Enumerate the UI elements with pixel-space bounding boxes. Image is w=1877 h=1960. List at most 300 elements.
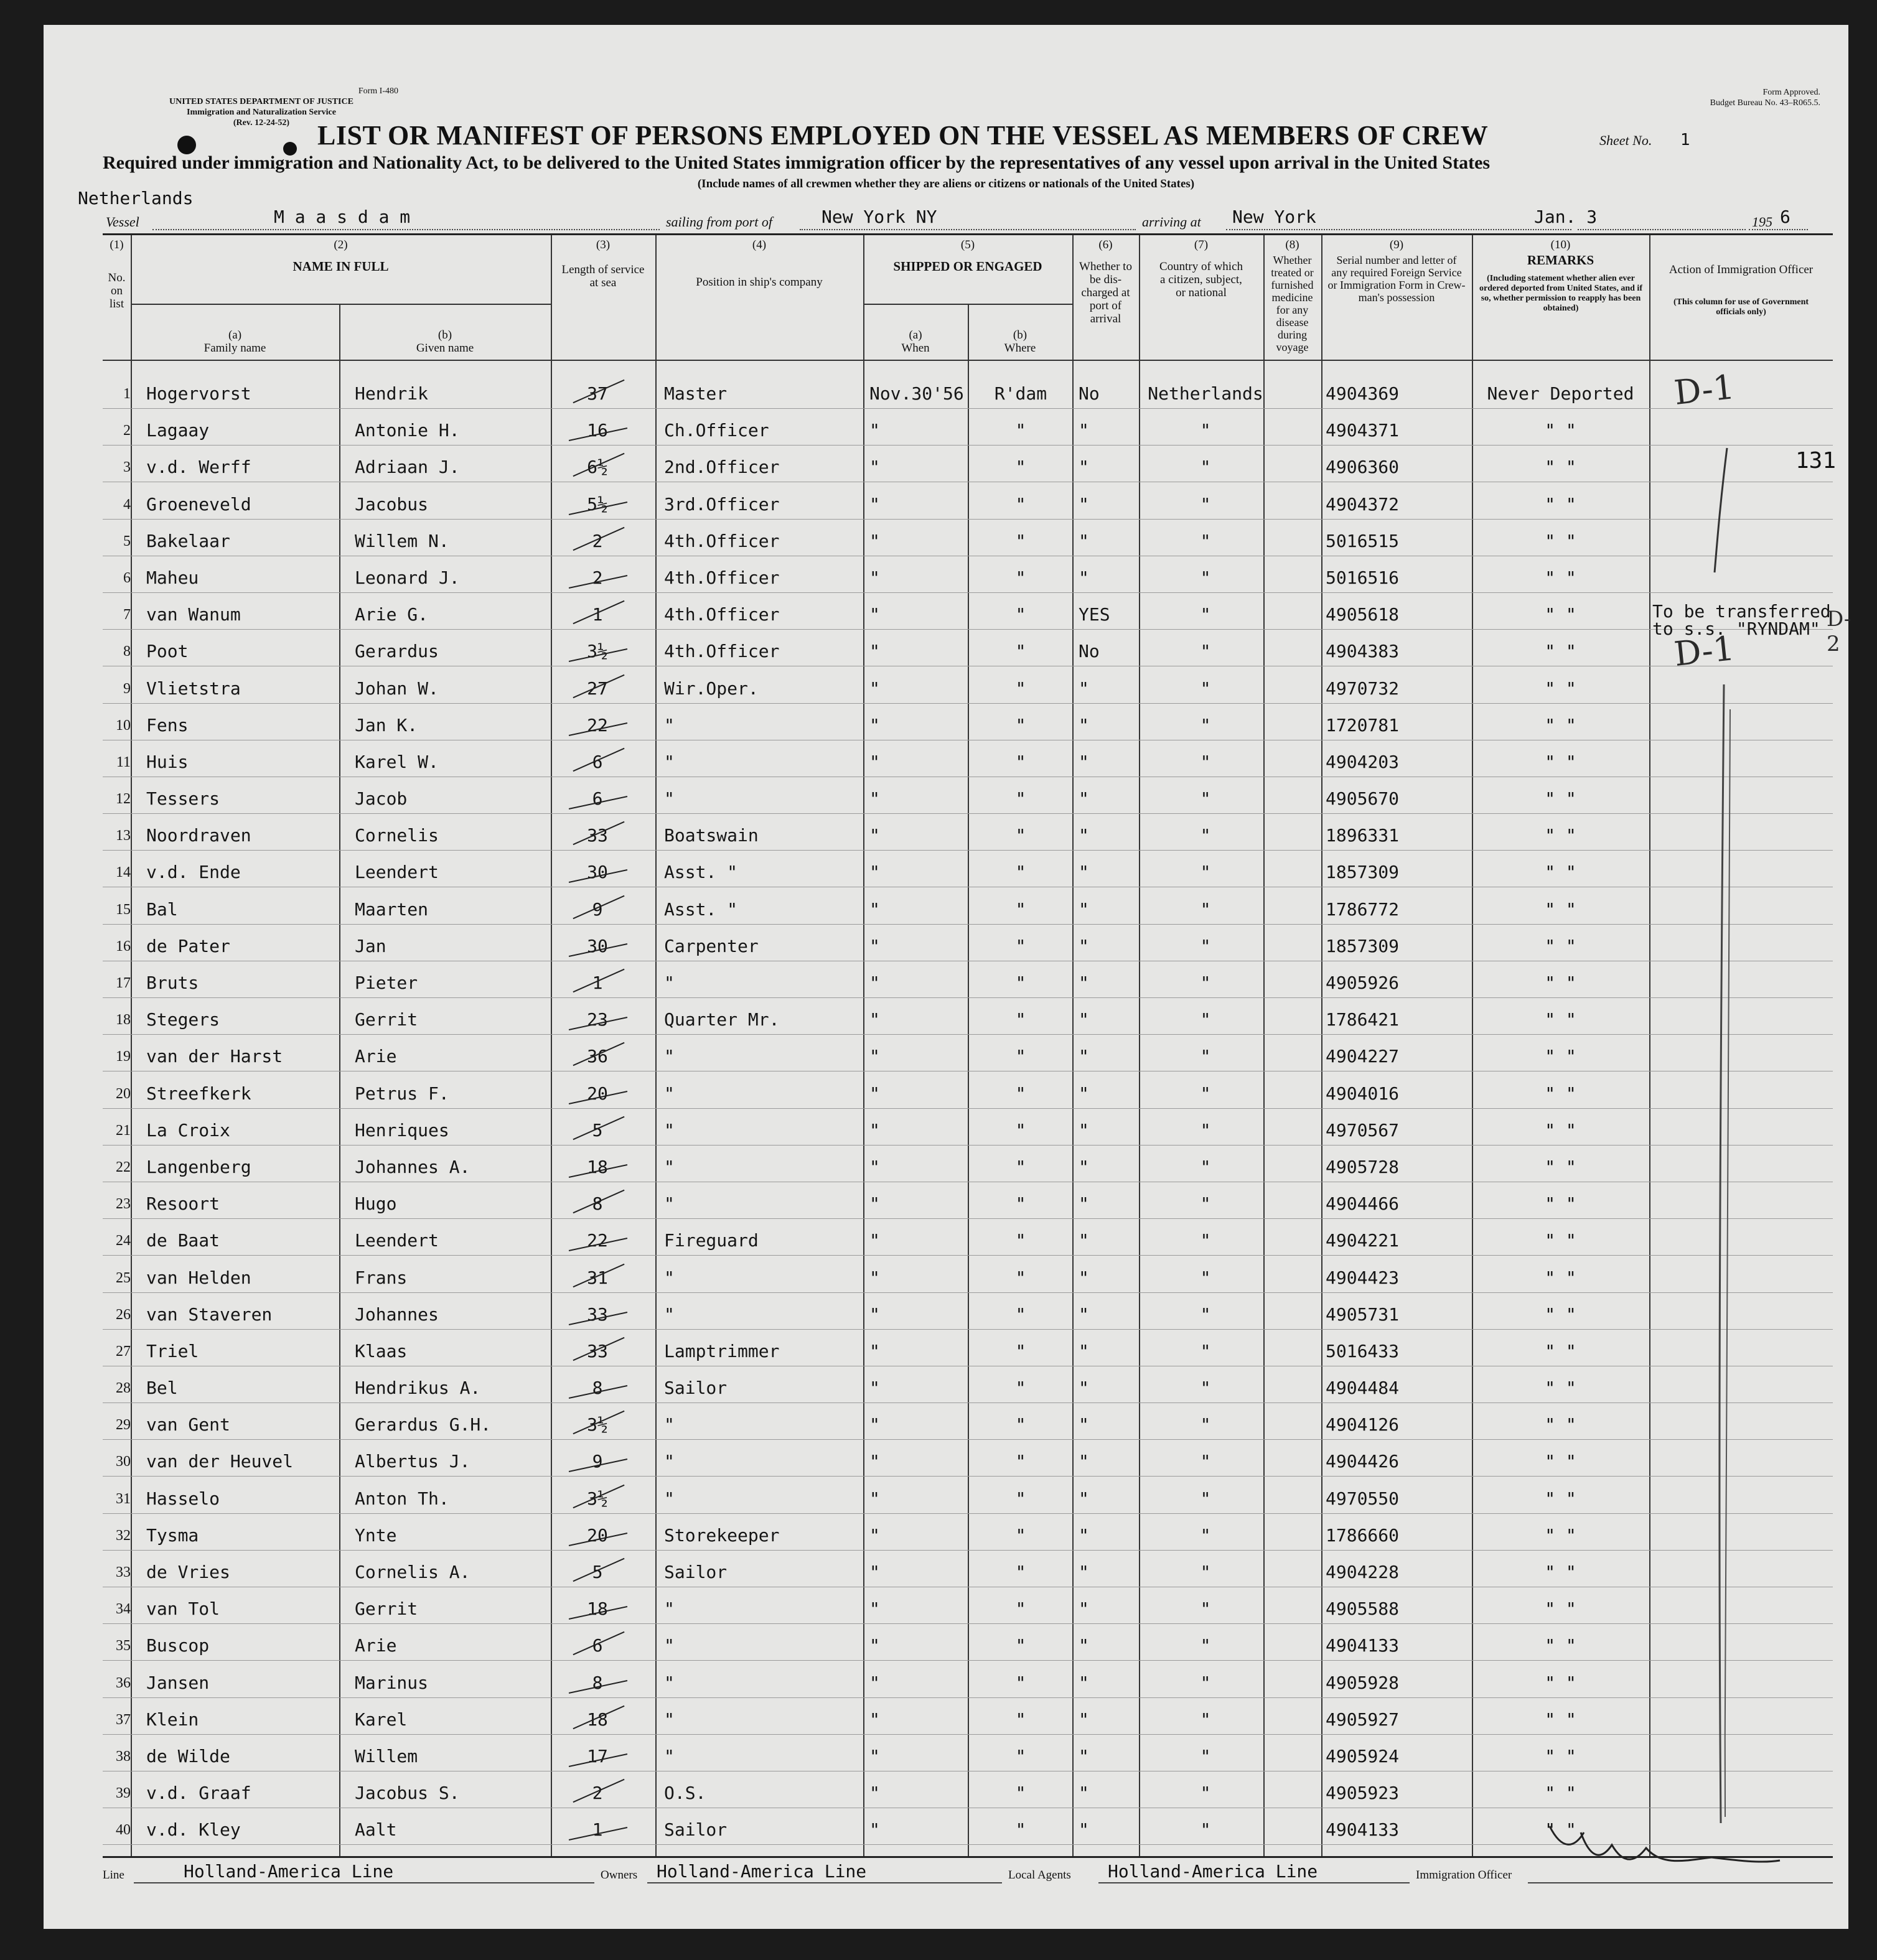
row-number: 5 — [123, 533, 131, 549]
discharged: " — [1079, 1745, 1089, 1766]
shipped-when: " — [869, 641, 880, 662]
position: 2nd.Officer — [664, 457, 780, 478]
country: " — [1200, 567, 1211, 588]
serial-number: 5016515 — [1326, 530, 1400, 551]
position: " — [664, 1083, 675, 1104]
shipped-where: " — [1015, 1009, 1026, 1030]
position: Sailor — [664, 1562, 728, 1582]
given-name: Pieter — [355, 973, 418, 993]
given-name: Aalt — [355, 1819, 397, 1841]
family-name: Triel — [146, 1340, 199, 1361]
shipped-where: " — [1015, 1598, 1026, 1620]
row-number: 23 — [116, 1196, 131, 1213]
family-name: de Pater — [146, 935, 230, 956]
discharged: " — [1079, 1304, 1089, 1325]
given-name: Cornelis A. — [355, 1562, 470, 1582]
discharged: " — [1079, 420, 1089, 441]
family-name: Hogervorst — [146, 383, 251, 404]
serial-number: 1857309 — [1326, 862, 1400, 883]
serial-number: 4970732 — [1326, 678, 1400, 699]
col9-number: (9) — [1389, 238, 1404, 251]
position: 4th.Officer — [664, 567, 780, 588]
shipped-where: " — [1015, 973, 1026, 993]
country: Netherlands — [1148, 383, 1263, 404]
header-action-note: (This column for use of Government officials only) — [1673, 297, 1809, 317]
row-number: 15 — [116, 901, 131, 918]
shipped-where: " — [1015, 1414, 1026, 1435]
family-name: van Staveren — [146, 1304, 273, 1325]
given-name: Jan — [355, 935, 386, 956]
serial-number: 4905618 — [1326, 604, 1400, 625]
position: Quarter Mr. — [664, 1009, 780, 1030]
row-number: 1 — [123, 386, 131, 402]
col4-number: (4) — [752, 238, 767, 251]
discharged: No — [1079, 383, 1100, 404]
shipped-where: " — [1015, 1562, 1026, 1582]
country: " — [1200, 862, 1211, 883]
remarks: " " — [1545, 1672, 1576, 1693]
discharged: " — [1079, 493, 1089, 515]
shipped-when: " — [869, 1230, 880, 1251]
row-number: 17 — [116, 975, 131, 991]
shipped-when: " — [869, 1083, 880, 1104]
agents-label: Local Agents — [1008, 1869, 1071, 1882]
shipped-when: " — [869, 1562, 880, 1582]
country: " — [1200, 1267, 1211, 1288]
arriving-at: New York — [1232, 207, 1316, 227]
shipped-when: " — [869, 678, 880, 699]
family-name: v.d. Werff — [146, 457, 251, 478]
serial-number: 1786421 — [1326, 1009, 1400, 1030]
serial-number: 5016433 — [1326, 1340, 1400, 1361]
serial-number: 1720781 — [1326, 714, 1400, 735]
shipped-when: " — [869, 751, 880, 772]
remarks: " " — [1545, 1119, 1576, 1141]
header-family-name: (a) Family name — [204, 329, 266, 355]
serial-number: 4904203 — [1326, 751, 1400, 772]
budget-bureau: Budget Bureau No. 43–R065.5. — [1710, 98, 1820, 108]
length-of-service: 1 — [592, 604, 603, 625]
length-of-service: 8 — [592, 1672, 603, 1693]
header-position: Position in ship's company — [696, 276, 823, 289]
shipped-when: " — [869, 825, 880, 846]
discharged: " — [1079, 935, 1089, 956]
remarks: " " — [1545, 604, 1576, 625]
country: " — [1200, 493, 1211, 515]
shipped-where: " — [1015, 457, 1026, 478]
shipped-when: " — [869, 1709, 880, 1730]
position: Ch.Officer — [664, 420, 769, 441]
family-name: van der Harst — [146, 1046, 283, 1067]
country: " — [1200, 1451, 1211, 1472]
country: " — [1200, 530, 1211, 551]
length-of-service: 3½ — [587, 1488, 608, 1509]
shipped-where: " — [1015, 898, 1026, 920]
row-number: 22 — [116, 1159, 131, 1175]
length-of-service: 2 — [592, 1783, 603, 1804]
service-name: Immigration and Naturalization Service — [187, 108, 336, 117]
family-name: Resoort — [146, 1193, 220, 1215]
header-given-name: (b) Given name — [416, 329, 474, 355]
discharged: " — [1079, 678, 1089, 699]
length-of-service: 5 — [592, 1119, 603, 1141]
shipped-when: " — [869, 1009, 880, 1030]
given-name: Cornelis — [355, 825, 439, 846]
page-number-stamp: 131 — [1795, 448, 1837, 474]
shipped-where: " — [1015, 862, 1026, 883]
country: " — [1200, 825, 1211, 846]
shipped-when: " — [869, 1156, 880, 1177]
length-of-service: 33 — [587, 1340, 608, 1361]
family-name: Vlietstra — [146, 678, 241, 699]
shipped-where: " — [1015, 493, 1026, 515]
header-serial-number: Serial number and letter of any required Foreign Service or Immigration Form in Crew-man's possession — [1327, 254, 1466, 304]
vessel-label: Vessel — [106, 214, 139, 230]
discharged: " — [1079, 1340, 1089, 1361]
given-name: Jacob — [355, 788, 408, 810]
row-number: 25 — [116, 1269, 131, 1286]
shipped-where: " — [1015, 1672, 1026, 1693]
family-name: Klein — [146, 1709, 199, 1730]
handwritten-d1-top: D-1 — [1672, 367, 1736, 413]
discharged: " — [1079, 1672, 1089, 1693]
serial-number: 4905670 — [1326, 788, 1400, 810]
col5-number: (5) — [960, 238, 975, 251]
length-of-service: 20 — [587, 1524, 608, 1546]
header-where: (b) Where — [1004, 329, 1036, 355]
country: " — [1200, 1414, 1211, 1435]
discharged: YES — [1079, 604, 1110, 625]
given-name: Johannes — [355, 1304, 439, 1325]
row-number: 13 — [116, 828, 131, 844]
discharged: " — [1079, 751, 1089, 772]
country: " — [1200, 1230, 1211, 1251]
header-medicine: Whether treated or furnished medicine for any disease during voyage — [1271, 254, 1314, 353]
given-name: Petrus F. — [355, 1083, 449, 1104]
family-name: van Helden — [146, 1267, 251, 1288]
row-number: 27 — [116, 1343, 131, 1360]
officer-action: To be transferred to s.s. "RYNDAM" — [1652, 601, 1831, 640]
discharged: " — [1079, 1378, 1089, 1399]
vessel-nationality: Netherlands — [78, 188, 194, 208]
row-number: 10 — [116, 717, 131, 734]
remarks: " " — [1545, 898, 1576, 920]
col10-number: (10) — [1550, 238, 1571, 251]
position: " — [664, 1598, 675, 1620]
header-remarks: REMARKS — [1527, 253, 1594, 268]
shipped-when: " — [869, 935, 880, 956]
shipped-when: " — [869, 898, 880, 920]
country: " — [1200, 1635, 1211, 1656]
remarks: " " — [1545, 1562, 1576, 1582]
remarks: " " — [1545, 1451, 1576, 1472]
length-of-service: 6 — [592, 751, 603, 772]
shipped-where: " — [1015, 1635, 1026, 1656]
position: 4th.Officer — [664, 641, 780, 662]
given-name: Antonie H. — [355, 420, 460, 441]
discharged: " — [1079, 530, 1089, 551]
col3-number: (3) — [596, 238, 611, 251]
country: " — [1200, 1009, 1211, 1030]
country: " — [1200, 420, 1211, 441]
header-action-officer: Action of Immigration Officer — [1669, 263, 1814, 276]
shipped-when: " — [869, 1598, 880, 1620]
remarks: " " — [1545, 862, 1576, 883]
country: " — [1200, 457, 1211, 478]
footer — [103, 1857, 1833, 1895]
given-name: Hugo — [355, 1193, 397, 1215]
discharged: " — [1079, 567, 1089, 588]
length-of-service: 30 — [587, 862, 608, 883]
remarks: " " — [1545, 493, 1576, 515]
discharged: " — [1079, 1819, 1089, 1841]
row-number: 18 — [116, 1012, 131, 1029]
given-name: Johan W. — [355, 678, 439, 699]
shipped-when: Nov.30'56 — [869, 383, 964, 404]
country: " — [1200, 973, 1211, 993]
row-number: 8 — [123, 643, 131, 660]
shipped-where: " — [1015, 1267, 1026, 1288]
subtitle: Required under immigration and Nationality Act, to be delivered to the United States immigration officer by the representatives of any vessel upon arrival in the United States — [103, 152, 1491, 173]
serial-number: 4904484 — [1326, 1378, 1400, 1399]
country: " — [1200, 1709, 1211, 1730]
form-revision: (Rev. 12-24-52) — [233, 118, 290, 128]
given-name: Willem — [355, 1745, 418, 1766]
given-name: Klaas — [355, 1340, 408, 1361]
serial-number: 4970567 — [1326, 1119, 1400, 1141]
position: Lamptrimmer — [664, 1340, 780, 1361]
position: " — [664, 1304, 675, 1325]
length-of-service: 6 — [592, 788, 603, 810]
remarks: " " — [1545, 1414, 1576, 1435]
discharged: " — [1079, 1230, 1089, 1251]
remarks: " " — [1545, 935, 1576, 956]
given-name: Karel — [355, 1709, 408, 1730]
country: " — [1200, 1745, 1211, 1766]
shipped-when: " — [869, 1672, 880, 1693]
length-of-service: 36 — [587, 1046, 608, 1067]
family-name: v.d. Graaf — [146, 1783, 251, 1804]
length-of-service: 1 — [592, 1819, 603, 1841]
shipped-when: " — [869, 493, 880, 515]
position: " — [664, 788, 675, 810]
remarks: " " — [1545, 1193, 1576, 1215]
serial-number: 4905927 — [1326, 1709, 1400, 1730]
remarks: " " — [1545, 641, 1576, 662]
serial-number: 4905926 — [1326, 973, 1400, 993]
given-name: Arie G. — [355, 604, 429, 625]
length-of-service: 17 — [587, 1745, 608, 1766]
length-of-service: 8 — [592, 1378, 603, 1399]
country: " — [1200, 1193, 1211, 1215]
serial-number: 4904228 — [1326, 1562, 1400, 1582]
country: " — [1200, 935, 1211, 956]
owners-label: Owners — [601, 1869, 638, 1882]
department-name: UNITED STATES DEPARTMENT OF JUSTICE — [169, 97, 353, 106]
row-number: 33 — [116, 1564, 131, 1580]
discharged: " — [1079, 973, 1089, 993]
family-name: Poot — [146, 641, 189, 662]
header-length-of-service: Length of service at sea — [561, 263, 645, 289]
remarks: " " — [1545, 1488, 1576, 1509]
remarks: " " — [1545, 1378, 1576, 1399]
shipped-when: " — [869, 1524, 880, 1546]
serial-number: 4904383 — [1326, 641, 1400, 662]
serial-number: 4904371 — [1326, 420, 1400, 441]
shipped-when: " — [869, 1304, 880, 1325]
given-name: Adriaan J. — [355, 457, 460, 478]
discharged: " — [1079, 1488, 1089, 1509]
position: Master — [664, 383, 728, 404]
given-name: Leendert — [355, 1230, 439, 1251]
position: Boatswain — [664, 825, 759, 846]
family-name: van Tol — [146, 1598, 220, 1620]
position: " — [664, 1488, 675, 1509]
family-name: Noordraven — [146, 825, 251, 846]
row-number: 20 — [116, 1085, 131, 1102]
shipped-where: " — [1015, 678, 1026, 699]
row-number: 39 — [116, 1785, 131, 1802]
country: " — [1200, 714, 1211, 735]
serial-number: 4905728 — [1326, 1156, 1400, 1177]
serial-number: 4904221 — [1326, 1230, 1400, 1251]
family-name: Bel — [146, 1378, 178, 1399]
remarks: " " — [1545, 1819, 1576, 1841]
row-number: 14 — [116, 864, 131, 881]
discharged: " — [1079, 1119, 1089, 1141]
shipped-where: " — [1015, 1378, 1026, 1399]
shipped-when: " — [869, 1193, 880, 1215]
header-remarks-note: (Including statement whether alien ever ordered deported from United States, and if so, whether permission to reapply has been obtained) — [1479, 274, 1642, 313]
shipped-where: " — [1015, 420, 1026, 441]
country: " — [1200, 1119, 1211, 1141]
position: " — [664, 1709, 675, 1730]
family-name: Bal — [146, 898, 178, 920]
col2-number: (2) — [334, 238, 348, 251]
family-name: de Vries — [146, 1562, 230, 1582]
family-name: Streefkerk — [146, 1083, 251, 1104]
row-number: 31 — [116, 1490, 131, 1507]
position: " — [664, 1193, 675, 1215]
position: Sailor — [664, 1819, 728, 1841]
discharged: No — [1079, 641, 1100, 662]
shipped-where: " — [1015, 1745, 1026, 1766]
shipped-where: " — [1015, 1046, 1026, 1067]
remarks: " " — [1545, 1230, 1576, 1251]
subnote: (Include names of all crewmen whether they are aliens or citizens or nationals of the United States) — [697, 177, 1195, 190]
row-number: 32 — [116, 1527, 131, 1544]
family-name: Stegers — [146, 1009, 220, 1030]
remarks: " " — [1545, 1009, 1576, 1030]
shipped-when: " — [869, 788, 880, 810]
handwritten-d2: D-2 — [1827, 607, 1851, 656]
remarks: " " — [1545, 1709, 1576, 1730]
given-name: Gerardus — [355, 641, 439, 662]
given-name: Johannes A. — [355, 1156, 470, 1177]
remarks: " " — [1545, 567, 1576, 588]
row-number: 6 — [123, 569, 131, 586]
shipped-where: " — [1015, 1340, 1026, 1361]
length-of-service: 9 — [592, 898, 603, 920]
row-number: 30 — [116, 1454, 131, 1470]
shipped-where: " — [1015, 1451, 1026, 1472]
shipped-when: " — [869, 1745, 880, 1766]
family-name: Tysma — [146, 1524, 199, 1546]
position: Fireguard — [664, 1230, 759, 1251]
length-of-service: 5½ — [587, 493, 608, 515]
given-name: Jan K. — [355, 714, 418, 735]
shipped-where: " — [1015, 530, 1026, 551]
serial-number: 4904016 — [1326, 1083, 1400, 1104]
remarks: " " — [1545, 1340, 1576, 1361]
shipped-where: " — [1015, 1230, 1026, 1251]
length-of-service: 33 — [587, 825, 608, 846]
length-of-service: 18 — [587, 1156, 608, 1177]
remarks: " " — [1545, 457, 1576, 478]
given-name: Karel W. — [355, 751, 439, 772]
header-when: (a) When — [901, 329, 930, 355]
length-of-service: 6 — [592, 1635, 603, 1656]
remarks: Never Deported — [1487, 383, 1634, 404]
given-name: Leendert — [355, 862, 439, 883]
remarks: " " — [1545, 530, 1576, 551]
discharged: " — [1079, 788, 1089, 810]
given-name: Albertus J. — [355, 1451, 470, 1472]
row-number: 9 — [123, 680, 131, 697]
position: " — [664, 1046, 675, 1067]
manifest-page — [44, 25, 1851, 1929]
shipped-when: " — [869, 1451, 880, 1472]
given-name: Frans — [355, 1267, 408, 1288]
shipped-when: " — [869, 1635, 880, 1656]
row-number: 4 — [123, 496, 131, 513]
serial-number: 4905731 — [1326, 1304, 1400, 1325]
position: " — [664, 1672, 675, 1693]
country: " — [1200, 641, 1211, 662]
shipped-where: " — [1015, 1304, 1026, 1325]
shipped-when: " — [869, 1819, 880, 1841]
discharged: " — [1079, 1783, 1089, 1804]
family-name: v.d. Kley — [146, 1819, 241, 1841]
shipped-where: " — [1015, 825, 1026, 846]
serial-number: 4904372 — [1326, 493, 1400, 515]
given-name: Anton Th. — [355, 1488, 449, 1509]
remarks: " " — [1545, 973, 1576, 993]
position: " — [664, 1745, 675, 1766]
serial-number: 5016516 — [1326, 567, 1400, 588]
discharged: " — [1079, 1635, 1089, 1656]
remarks: " " — [1545, 1267, 1576, 1288]
position: Asst. " — [664, 898, 738, 920]
shipped-where: " — [1015, 567, 1026, 588]
discharged: " — [1079, 1562, 1089, 1582]
discharged: " — [1079, 1156, 1089, 1177]
family-name: Fens — [146, 714, 189, 735]
remarks: " " — [1545, 1304, 1576, 1325]
row-number: 28 — [116, 1380, 131, 1397]
length-of-service: 30 — [587, 935, 608, 956]
position: " — [664, 1156, 675, 1177]
remarks: " " — [1545, 788, 1576, 810]
given-name: Gerrit — [355, 1009, 418, 1030]
shipped-when: " — [869, 1340, 880, 1361]
family-name: Lagaay — [146, 420, 210, 441]
handwritten-marks — [44, 25, 1848, 1929]
family-name: Maheu — [146, 567, 199, 588]
given-name: Maarten — [355, 898, 429, 920]
shipped-when: " — [869, 530, 880, 551]
remarks: " " — [1545, 1083, 1576, 1104]
